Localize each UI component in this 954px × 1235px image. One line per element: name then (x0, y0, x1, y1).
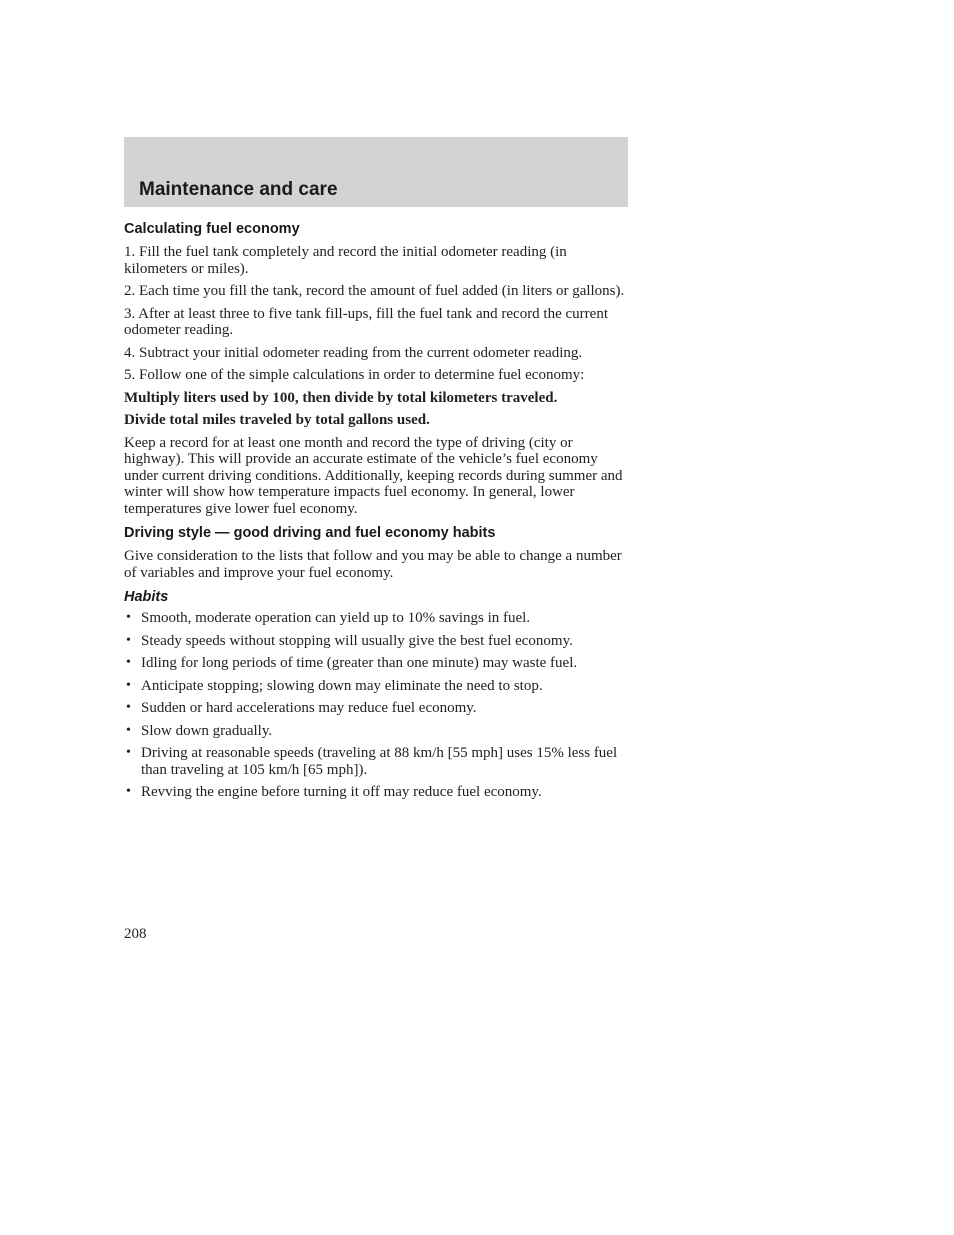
step-1: 1. Fill the fuel tank completely and record the initial odometer reading (in kilometers or miles). (124, 244, 567, 277)
list-item (124, 610, 628, 627)
habits-list (124, 610, 628, 801)
list-item-text: Idling for long periods of time (greater than one minute) may waste fuel. (141, 655, 578, 671)
list-item-text: Smooth, moderate operation can yield up to 10% savings in fuel. (141, 610, 531, 626)
list-item-text: Driving at reasonable speeds (traveling at 88 km/h [55 mph] uses 15% less fuel than traveling at 105 km/h [65 mph]). (141, 745, 618, 778)
metric-formula: Multiply liters used by 100, then divide by total kilometers traveled. (124, 389, 558, 406)
record-keeping-paragraph: Keep a record for at least one month and record the type of driving (city or highway). This will provide an accurate estimate of the vehicle’s fuel economy under current driving conditions. Additionally, keeping records during summer and winter will show how temperature impacts fuel economy. In general, lower temperatures give lower fuel economy. (124, 434, 623, 517)
bullet-icon: • (126, 610, 131, 625)
bullet-icon: • (126, 722, 131, 738)
list-item-text: Revving the engine before turning it off may reduce fuel economy. (141, 784, 542, 800)
list-item (124, 723, 628, 740)
list-item-text: Anticipate stopping; slowing down may eliminate the need to stop. (141, 677, 543, 694)
bullet-icon: • (126, 745, 131, 760)
bullet-icon: • (126, 677, 131, 693)
bullet-icon: • (126, 700, 131, 715)
driving-style-heading: Driving style — good driving and fuel economy habits (124, 525, 496, 541)
list-item (124, 700, 628, 717)
list-item (124, 745, 628, 778)
bullet-icon: • (126, 632, 131, 648)
list-item (124, 678, 628, 695)
list-item (124, 655, 628, 672)
step-5: 5. Follow one of the simple calculations in order to determine fuel economy: (124, 367, 585, 383)
list-item (124, 633, 628, 650)
bullet-icon: • (126, 784, 131, 799)
section-header-band (124, 137, 628, 207)
page-content (124, 219, 628, 807)
habits-heading: Habits (124, 589, 169, 605)
list-item (124, 784, 628, 801)
list-item-text: Slow down gradually. (141, 722, 273, 739)
us-formula: Divide total miles traveled by total gallons used. (124, 412, 430, 428)
driving-style-intro: Give consideration to the lists that follow and you may be able to change a number of variables and improve your fuel economy. (124, 548, 622, 581)
list-item-text: Sudden or hard accelerations may reduce fuel economy. (141, 700, 477, 716)
step-4: 4. Subtract your initial odometer reading from the current odometer reading. (124, 344, 583, 361)
bullet-icon: • (126, 655, 131, 670)
list-item-text: Steady speeds without stopping will usually give the best fuel economy. (141, 632, 573, 649)
step-2: 2. Each time you fill the tank, record the amount of fuel added (in liters or gallons). (124, 283, 625, 299)
step-3: 3. After at least three to five tank fill-ups, fill the fuel tank and record the current odometer reading. (124, 305, 608, 338)
fuel-economy-heading: Calculating fuel economy (124, 221, 300, 237)
page-number: 208 (124, 926, 147, 942)
section-title: Maintenance and care (139, 179, 338, 200)
